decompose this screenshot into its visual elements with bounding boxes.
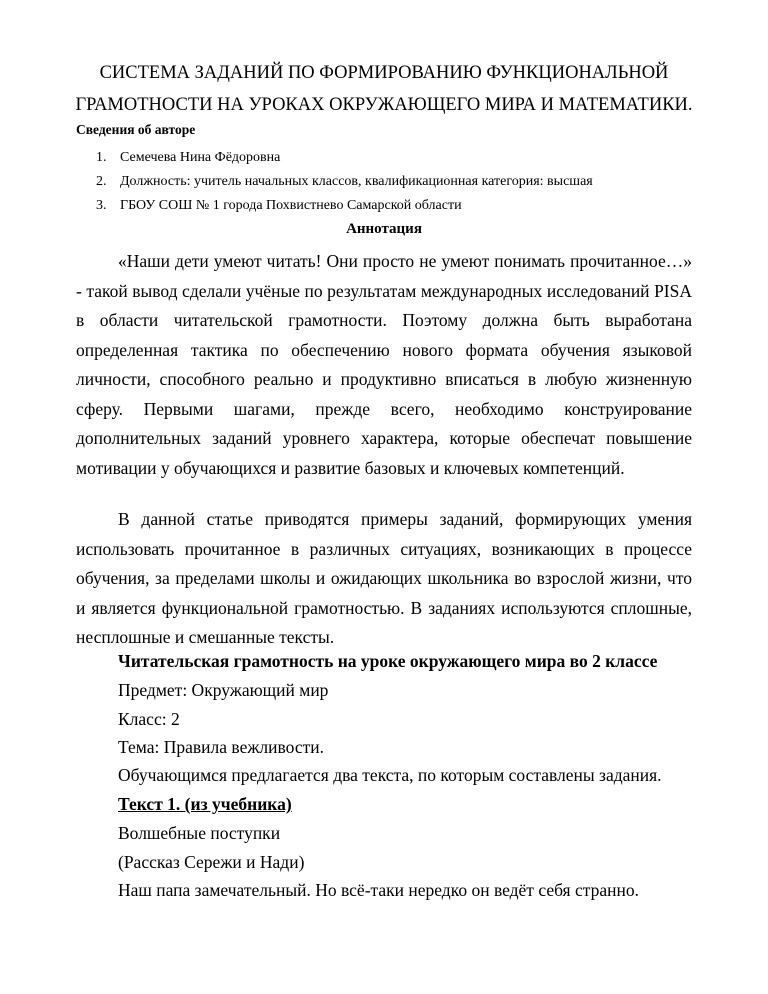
list-item-text: Должность: учитель начальных классов, квалификационная категория: высшая [120, 174, 593, 189]
author-info-list [76, 146, 593, 218]
list-item-number: 3. [96, 198, 107, 213]
annotation-heading: Аннотация [346, 221, 422, 237]
list-item-number: 2. [96, 174, 107, 189]
list-item-text: ГБОУ СОШ № 1 города Похвистнево Самарской области [120, 198, 462, 213]
text1-heading: Текст 1. (из учебника) [118, 794, 292, 814]
story-first-line: Наш папа замечательный. Но всё-таки нередко он ведёт себя странно. [118, 880, 639, 900]
intro-line: Обучающимся предлагается два текста, по которым составлены задания. [118, 765, 662, 785]
author-info-heading: Сведения об авторе [76, 122, 196, 137]
section-heading: Читательская грамотность на уроке окружающего мира во 2 классе [118, 651, 658, 671]
document-title-line-2: ГРАМОТНОСТИ НА УРОКАХ ОКРУЖАЮЩЕГО МИРА И МАТЕМАТИКИ. [75, 95, 693, 115]
author-info-item [76, 194, 593, 218]
list-item-text: Семечева Нина Фёдоровна [120, 150, 281, 165]
author-info-item [76, 170, 593, 194]
list-item-number: 1. [96, 150, 107, 165]
document-title-line-1: СИСТЕМА ЗАДАНИЙ ПО ФОРМИРОВАНИЮ ФУНКЦИОНАЛЬНОЙ [99, 63, 669, 83]
story-subtitle: (Рассказ Сережи и Нади) [118, 852, 305, 872]
author-info-item [76, 146, 593, 170]
story-title: Волшебные поступки [118, 823, 281, 843]
annotation-paragraph-1: «Наши дети умеют читать! Они просто не умеют понимать прочитанное…» - такой вывод сделали учёные по результатам международных исследований PISA в области читательской грамотности. Поэтому должна быть выработана определенная тактика по обеспечению нового формата обучения языковой личности, способного реально и продуктивно вписаться в любую жизненную сферу. Первыми шагами, прежде всего, необходимо конструирование дополнительных заданий уровнего характера, которые обеспечат повышение мотивации у обучающихся и развитие базовых и ключевых компетенций. [76, 251, 692, 478]
annotation-paragraph-2: В данной статье приводятся примеры заданий, формирующих умения использовать прочитанное в различных ситуациях, возникающих в процессе обучения, за пределами школы и ожидающих школьника во взрослой жизни, что и является функциональной грамотностью. В заданиях используются сплошные, несплошные и смешанные тексты. [76, 509, 692, 647]
grade-line: Класс: 2 [118, 709, 180, 729]
topic-line: Тема: Правила вежливости. [118, 737, 325, 757]
subject-line: Предмет: Окружающий мир [118, 680, 329, 700]
